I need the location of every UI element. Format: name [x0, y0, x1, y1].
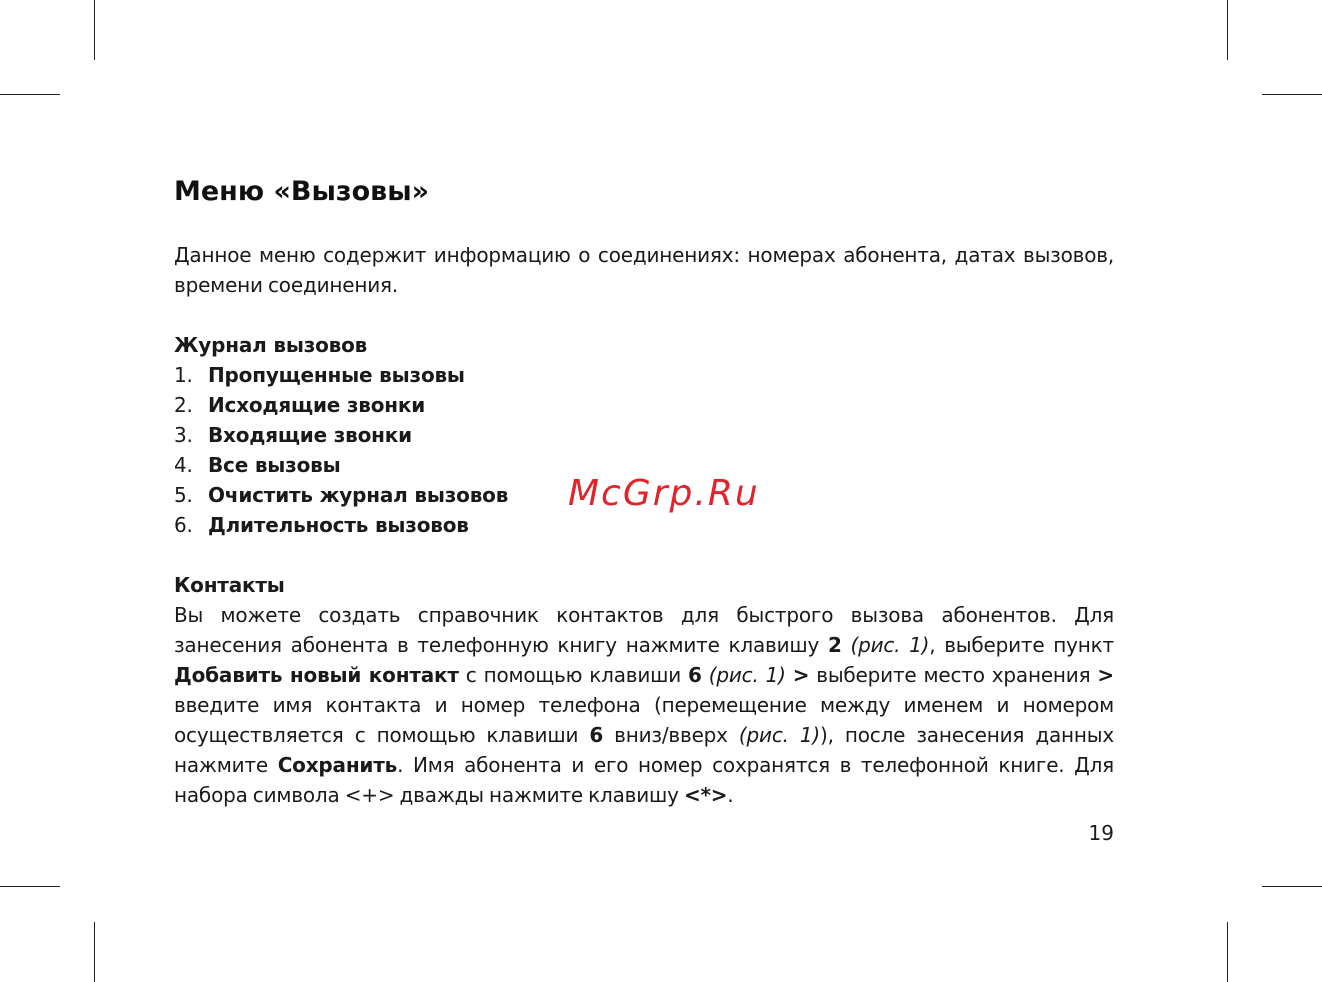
page-title: Меню «Вызовы»: [174, 176, 430, 207]
key-name: 2: [827, 633, 842, 657]
key-name: 6: [688, 663, 702, 687]
key-name: <*>: [683, 783, 728, 807]
list-item-label: Длительность вызовов: [208, 513, 469, 537]
list-item-label: Исходящие звонки: [208, 393, 426, 417]
crop-mark-bottom-right-horizontal: [1262, 886, 1322, 887]
figure-reference: (рис. 1): [708, 663, 786, 687]
arrow-separator: >: [1097, 663, 1114, 687]
list-item-number: 3.: [174, 423, 193, 447]
contacts-text: Вы можете создать справочник контактов для быстрого вызова абонентов. Для занесения абонента в телефонную книгу нажмите клавишу: [174, 603, 1114, 657]
crop-mark-top-right-horizontal: [1262, 94, 1322, 95]
list-item: [174, 420, 1114, 450]
watermark: McGrp.Ru: [568, 473, 760, 514]
list-item: [174, 360, 1114, 390]
crop-mark-bottom-right-vertical: [1227, 922, 1228, 982]
key-name: 6: [589, 723, 604, 747]
figure-reference: (рис. 1): [738, 723, 820, 747]
contacts-heading: Контакты: [174, 573, 285, 597]
page-number: 19: [1088, 821, 1114, 845]
list-item-number: 4.: [174, 453, 193, 477]
call-log-heading: Журнал вызовов: [174, 333, 368, 357]
contacts-text: .: [727, 783, 734, 807]
list-item: [174, 390, 1114, 420]
button-name: Сохранить: [277, 753, 398, 777]
contacts-text: ), после занесения данных нажмите: [174, 723, 1114, 777]
crop-mark-top-left-vertical: [94, 0, 95, 60]
list-item-label: Пропущенные вызовы: [208, 363, 465, 387]
intro-paragraph: Данное меню содержит информацию о соединениях: номерах абонента, датах вызовов, времени соединения.: [174, 243, 1114, 297]
list-item-label: Очистить журнал вызовов: [208, 483, 509, 507]
contacts-text: с помощью клавиши: [458, 663, 689, 687]
contacts-paragraph: [174, 600, 1114, 810]
menu-item-name: Добавить новый контакт: [174, 663, 459, 687]
arrow-separator: >: [792, 663, 810, 687]
list-item-number: 5.: [174, 483, 193, 507]
list-item-label: Входящие звонки: [208, 423, 412, 447]
list-item-number: 2.: [174, 393, 193, 417]
figure-reference: (рис. 1): [850, 633, 930, 657]
contacts-text: выберите место хранения: [809, 663, 1098, 687]
contacts-text: , выберите пункт: [929, 633, 1114, 657]
list-item-number: 1.: [174, 363, 193, 387]
crop-mark-top-right-vertical: [1227, 0, 1228, 60]
contacts-text: вниз/вверх: [603, 723, 739, 747]
list-item: [174, 510, 1114, 540]
list-item-number: 6.: [174, 513, 193, 537]
crop-mark-top-left-horizontal: [0, 94, 60, 95]
contacts-text: введите имя контакта и номер телефона (перемещение между именем и номером осуществляется с помощью клавиши: [174, 693, 1114, 747]
crop-mark-bottom-left-vertical: [94, 922, 95, 982]
contacts-text: . Имя абонента и его номер сохранятся в телефонной книге. Для набора символа <+> дважды нажмите клавишу: [174, 753, 1114, 807]
list-item-label: Все вызовы: [208, 453, 341, 477]
crop-mark-bottom-left-horizontal: [0, 886, 60, 887]
